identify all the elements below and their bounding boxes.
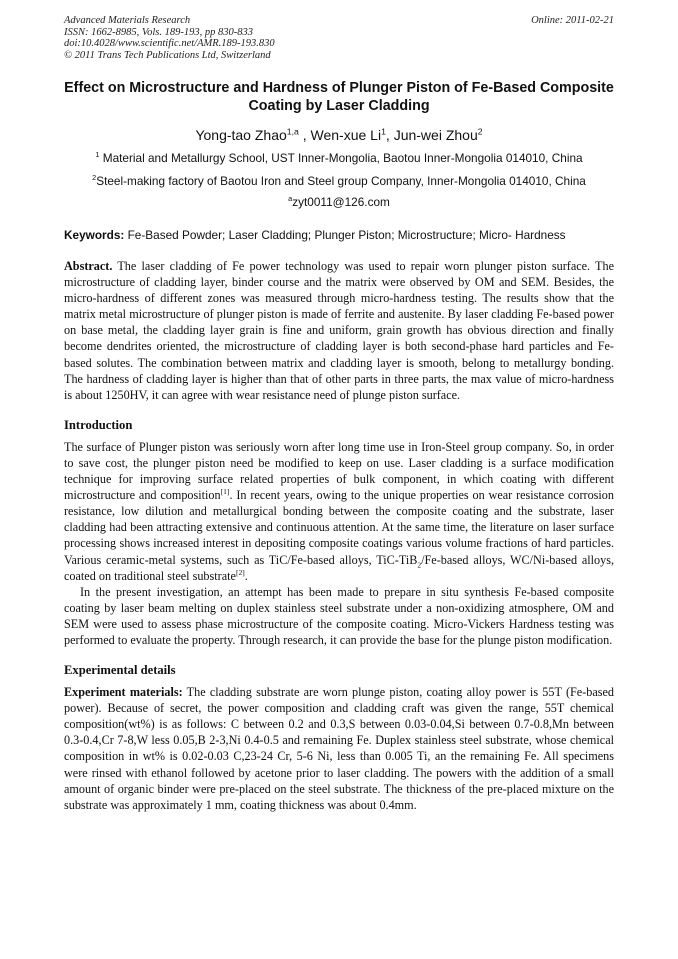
introduction-paragraph-1 <box>64 439 614 584</box>
experiment-materials-label: Experiment materials: <box>64 685 183 700</box>
copyright-line: © 2011 Trans Tech Publications Ltd, Switzerland <box>64 49 271 61</box>
intro-text: . In recent years, owing to the unique properties on wear resistance corrosion resistance, low dilution and metallurgical bonding between the composite coating and the substrate, laser cladding had been attracting extensive and continuous attention. At the same time, the literature on laser surface processing shows increased interest in depositing composite coatings various volume fractions of hard particles. Various ceramic-metal systems, such as TiC/Fe-based alloys, TiC-TiB <box>64 488 614 567</box>
affiliation-text: Material and Metallurgy School, UST Inner-Mongolia, Baotou Inner-Mongolia 014010, China <box>102 151 583 165</box>
keywords <box>64 228 614 242</box>
online-date: Online: 2011-02-21 <box>531 15 614 26</box>
keywords-text: Fe-Based Powder; Laser Cladding; Plunger Piston; Microstructure; Micro- Hardness <box>127 228 566 242</box>
paper-title: Effect on Microstructure and Hardness of Plunger Piston of Fe-Based Composite Coating by Laser Cladding <box>64 80 614 114</box>
author-affiliation-mark: 1,a <box>286 126 299 137</box>
author-affiliation-mark: 1 <box>381 126 386 137</box>
abstract-paragraph <box>64 258 614 403</box>
author-name: Jun-wei Zhou <box>393 127 478 143</box>
author-name: Yong-tao Zhao <box>195 127 287 143</box>
journal-name: Advanced Materials Research <box>64 15 191 26</box>
introduction-paragraph-2: In the present investigation, an attempt has been made to prepare in situ synthesis Fe-based composite coating by laser beam melting on duplex stainless steel substrate under a non-oxidizing atmosphere, OM and SEM were used to assess phase microstructure of the composite coating. Micro-Vickers Hardness testing was performed to evaluate the property. Through research, it can provide the base for the plunge piston modification. <box>64 584 614 647</box>
affiliation-mark: 1 <box>95 150 100 160</box>
section-heading-experimental: Experimental details <box>64 663 176 678</box>
affiliation-1 <box>64 151 614 166</box>
author-name: Wen-xue Li <box>310 127 382 143</box>
paper-page <box>64 15 614 813</box>
author-email <box>64 195 614 210</box>
subscript: 2 <box>417 559 422 569</box>
email-text: zyt0011@126.com <box>292 195 390 209</box>
experimental-paragraph <box>64 684 614 813</box>
citation-ref: [1] <box>220 487 230 497</box>
section-heading-introduction: Introduction <box>64 417 133 432</box>
journal-header <box>64 15 614 61</box>
issn-line: ISSN: 1662-8985, Vols. 189-193, pp 830-833 <box>64 26 253 38</box>
keywords-label: Keywords: <box>64 228 125 242</box>
abstract-text: The laser cladding of Fe power technology was used to repair worn plunger piston surface. The microstructure of cladding layer, binder course and the matrix were observed by OM and SEM. Besides, the micro-hardness of different zones was measured through micro-hardness testing. The results show that the matrix metal microstructure of plunger piston is made of ferrite and austenite. By laser cladding Fe-based power on base metal, the cladding layer grain is fine and uniform, grain growth has obvious direction and finally become dendrites oriented, the microstructure of cladding layer is both second-phase hard particles and Fe-based solutes. The combination between matrix and cladding layer is smooth, belong to metallurgy bonding. The hardness of cladding layer is higher than that of other parts in three parts, the max value of micro-hardness is about 1250HV, it can agree with wear resistance need of plunge piston surface. <box>64 259 614 402</box>
affiliation-text: Steel-making factory of Baotou Iron and Steel group Company, Inner-Mongolia 014010, China <box>96 174 586 188</box>
author-separator: , <box>385 127 394 143</box>
affiliation-mark: 2 <box>92 173 97 183</box>
author-list <box>64 127 614 143</box>
author-separator: , <box>298 127 311 143</box>
experiment-materials-text: The cladding substrate are worn plunge piston, coating alloy power is 55T (Fe-based power). Because of secret, the power composition and cladding craft was given the range, 55T chemical composition(wt%) is as follows: C between 0.2 and 0.3,S between 0.03-0.04,Si between 0.7-0.8,Mn between 0.3-0.4,Cr 7-8,W less 0.05,B 2-3,Ni 0.4-0.5 and remaining Fe. Duplex stainless steel substrate, whose chemical composition in wt% is 0.02-0.03 C,23-24 Cr, 5-6 Ni, less than 0.005 Ti, an the remaining Fe. All specimens were rinsed with ethanol followed by acetone prior to laser cladding. The powers with the addition of a small amount of organic binder were pre-placed on the steel substrate. The thickness of the pre-placed mixture on the substrate was approximately 1 mm, coating thickness was about 0.4mm. <box>64 685 615 812</box>
citation-ref: [2] <box>235 567 245 577</box>
affiliation-2 <box>64 174 614 189</box>
intro-text: The surface of Plunger piston was seriously worn after long time use in Iron-Steel group company. So, in order to save cost, the plunger piston need be modified to keep on use. Laser cladding is a surface modification technique for improving surface related properties of bulk component, in which coating with different microstructure and composition <box>64 439 614 503</box>
email-mark: a <box>288 194 293 204</box>
intro-text: . <box>244 568 248 583</box>
author-affiliation-mark: 2 <box>477 126 483 137</box>
intro-text: /Fe-based alloys, WC/Ni-based alloys, coated on traditional steel substrate <box>64 552 615 583</box>
doi-line: doi:10.4028/www.scientific.net/AMR.189-193.830 <box>64 38 275 49</box>
abstract-label: Abstract. <box>64 259 113 273</box>
